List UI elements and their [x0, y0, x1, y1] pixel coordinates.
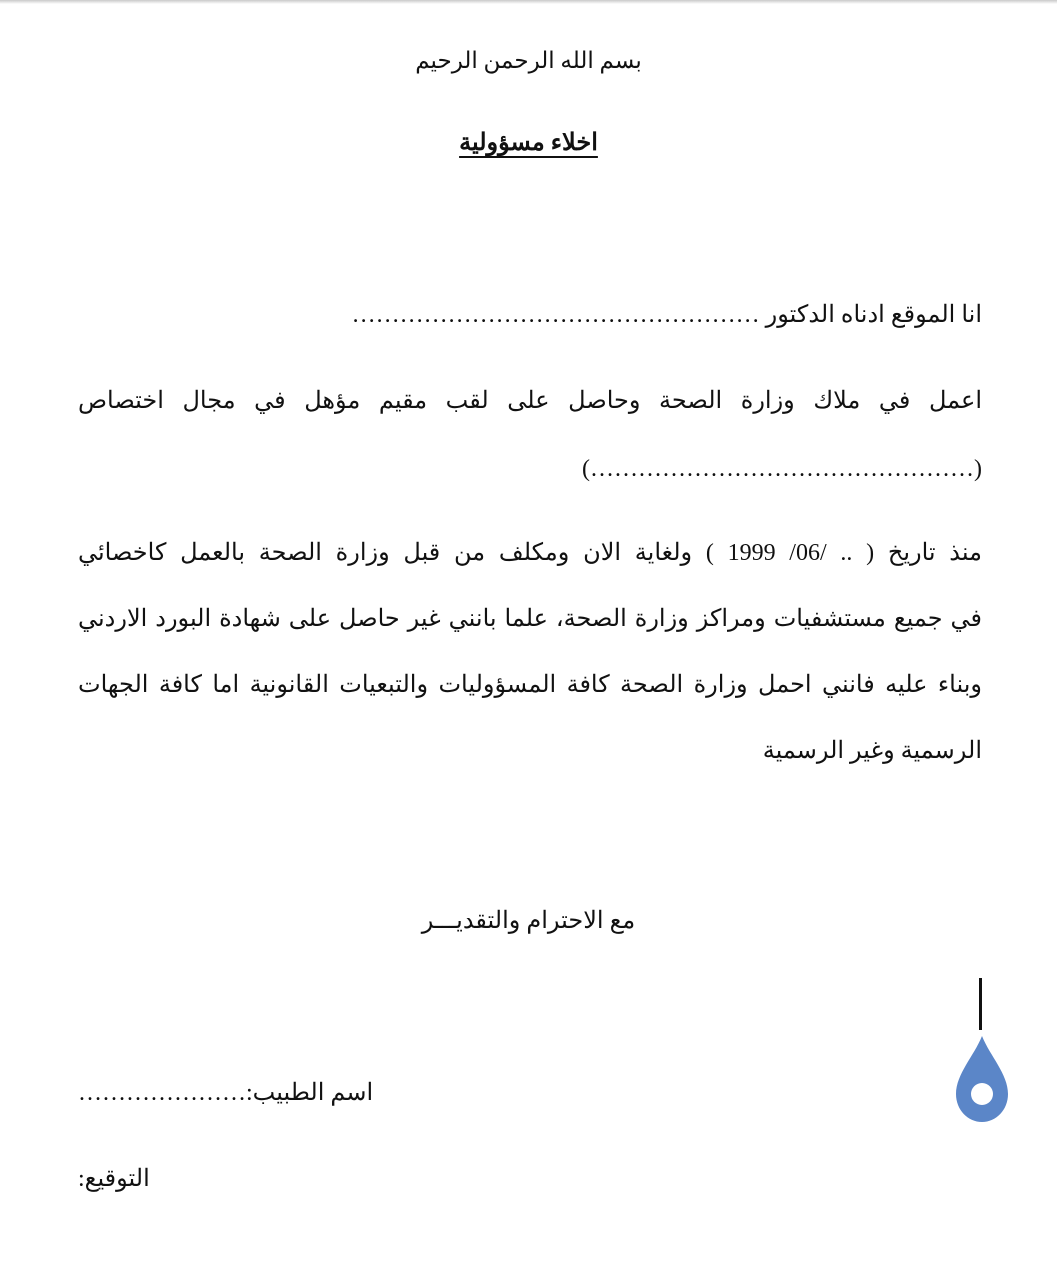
body-line-date: منذ تاريخ ( .. /06/ 1999 ) ولغاية الان ومكلف من قبل وزارة الصحة بالعمل كاخصائي — [78, 540, 983, 566]
page-top-edge — [0, 0, 1057, 4]
bismillah-heading: بسم الله الرحمن الرحيم — [415, 48, 642, 73]
doctor-name-field: اسم الطبيب:………………… — [78, 1080, 374, 1106]
body-line-employment: اعمل في ملاك وزارة الصحة وحاصل على لقب مقيم مؤهل في مجال اختصاص — [78, 388, 982, 414]
text-cursor-line — [979, 978, 982, 1030]
signature-field: التوقيع: — [78, 1166, 150, 1192]
water-drop-icon[interactable] — [952, 1036, 1012, 1126]
body-line-official: الرسمية وغير الرسمية — [762, 738, 982, 764]
body-line-responsibility: وبناء عليه فانني احمل وزارة الصحة كافة المسؤوليات والتبعيات القانونية اما كافة الجهات — [78, 672, 982, 698]
closing-regards: مع الاحترام والتقديـــر — [421, 908, 636, 934]
signatory-line: انا الموقع ادناه الدكتور …………………………………………… — [351, 302, 982, 328]
body-line-hospitals: في جميع مستشفيات ومراكز وزارة الصحة، علما بانني غير حاصل على شهادة البورد الاردني — [78, 606, 982, 632]
body-line-specialty-blank: (…………………………………………) — [582, 456, 982, 482]
document-title: اخلاء مسؤولية — [459, 130, 598, 156]
